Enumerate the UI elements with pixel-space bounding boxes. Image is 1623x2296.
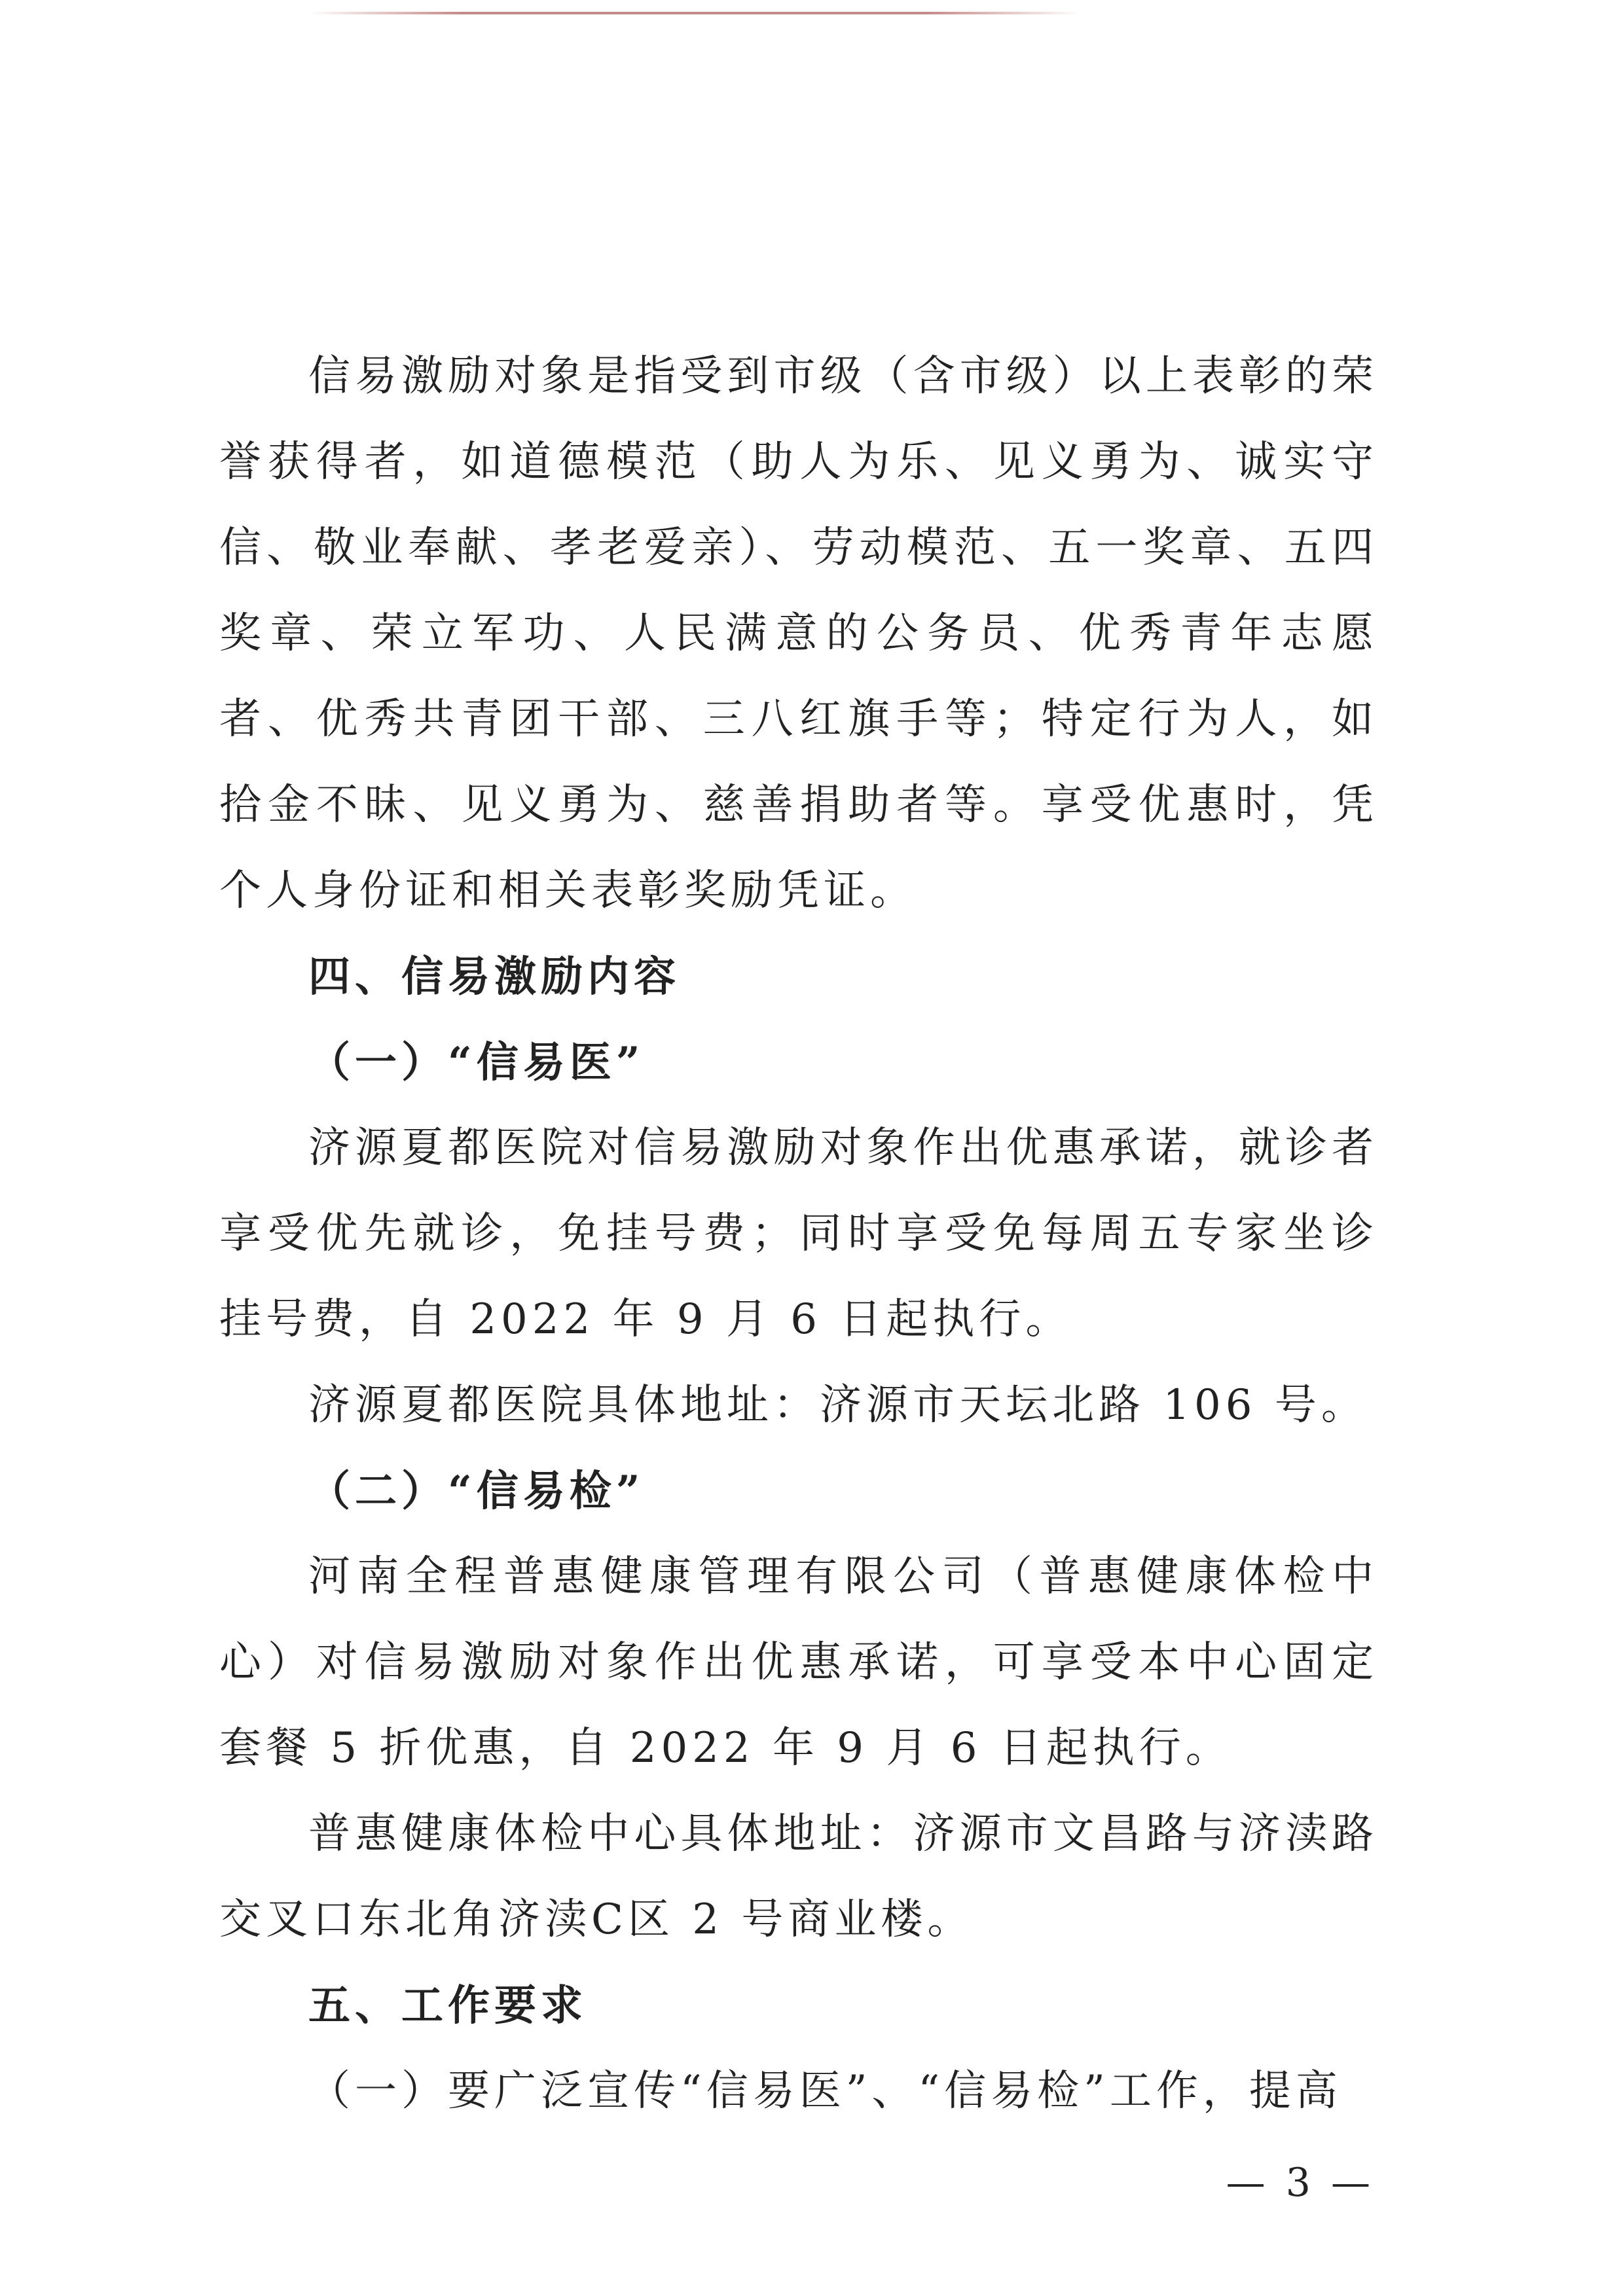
section-heading-4: 四、信易激励内容 <box>308 952 680 1001</box>
paragraph-checkup-offer: 河南全程普惠健康管理有限公司（普惠健康体检中心）对信易激励对象作出优惠承诺，可享受本中心固定套餐 5 折优惠，自 2022 年 9 月 6 日起执行。 <box>219 1552 1378 1772</box>
page-number: — 3 — <box>1226 2160 1374 2206</box>
paragraph-hospital-address: 济源夏都医院具体地址：济源市天坛北路 106 号。 <box>308 1381 1368 1429</box>
paragraph-checkup-address: 普惠健康体检中心具体地址：济源市文昌路与济渎路交叉口东北角济渎C区 2 号商业楼。 <box>219 1810 1378 1944</box>
section-heading-5: 五、工作要求 <box>308 1981 587 2030</box>
subheading-xinyiyi: （一）“信易医” <box>308 1038 645 1087</box>
document-body <box>219 334 1378 2134</box>
paragraph-work-requirement-1: （一）要广泛宣传“信易医”、“信易检”工作，提高 <box>308 2067 1342 2115</box>
paragraph-hospital-offer: 济源夏都医院对信易激励对象作出优惠承诺，就诊者享受优先就诊，免挂号费；同时享受免每周五专家坐诊挂号费，自 2022 年 9 月 6 日起执行。 <box>219 1124 1378 1344</box>
top-rule <box>308 12 1080 14</box>
subheading-xinyijian: （二）“信易检” <box>308 1467 645 1516</box>
paragraph-incentive-targets: 信易激励对象是指受到市级（含市级）以上表彰的荣誉获得者，如道德模范（助人为乐、见义勇为、诚实守信、敬业奉献、孝老爱亲）、劳动模范、五一奖章、五四奖章、荣立军功、人民满意的公务员、优秀青年志愿者、优秀共青团干部、三八红旗手等；特定行为人，如拾金不昧、见义勇为、慈善捐助者等。享受优惠时，凭个人身份证和相关表彰奖励凭证。 <box>219 352 1378 915</box>
